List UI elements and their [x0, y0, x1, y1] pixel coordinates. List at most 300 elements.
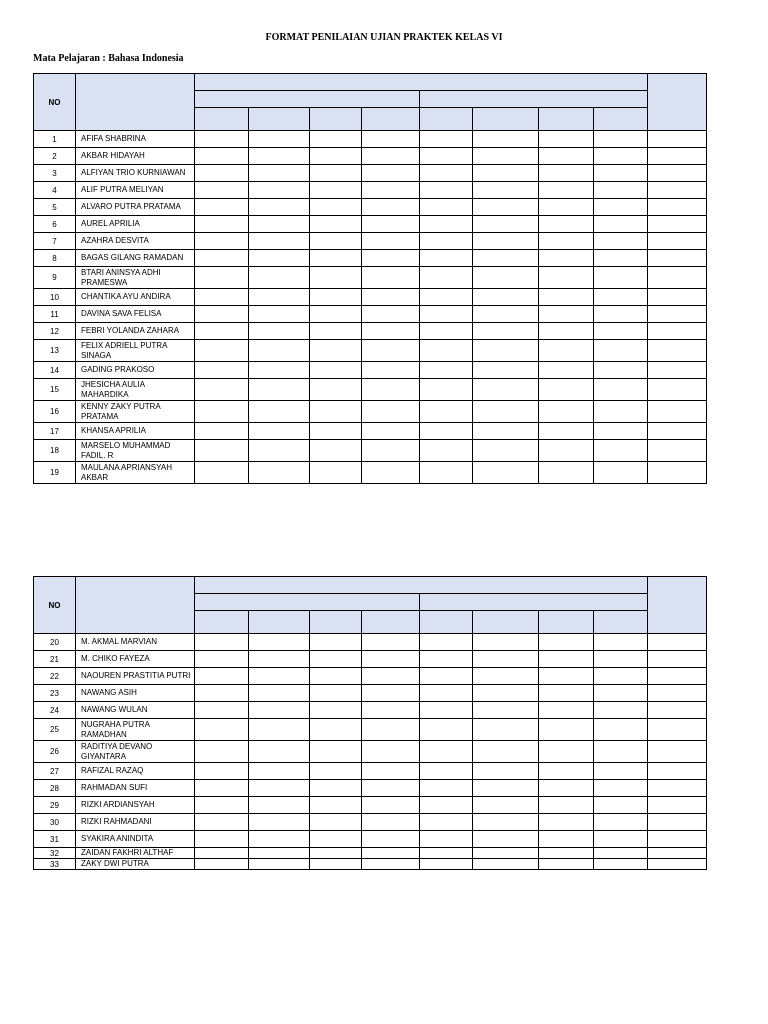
score-cell[interactable] [420, 848, 473, 859]
score-cell[interactable] [473, 362, 539, 379]
score-cell[interactable] [539, 440, 594, 462]
score-cell[interactable] [195, 267, 249, 289]
score-cell[interactable] [195, 340, 249, 362]
score-cell[interactable] [249, 165, 310, 182]
score-cell[interactable] [420, 780, 473, 797]
score-cell[interactable] [420, 634, 473, 651]
total-score-cell[interactable] [648, 216, 707, 233]
total-score-cell[interactable] [648, 634, 707, 651]
score-cell[interactable] [473, 780, 539, 797]
score-cell[interactable] [594, 340, 648, 362]
score-cell[interactable] [473, 199, 539, 216]
score-cell[interactable] [362, 233, 420, 250]
score-cell[interactable] [310, 362, 362, 379]
score-cell[interactable] [249, 199, 310, 216]
score-cell[interactable] [249, 848, 310, 859]
score-cell[interactable] [420, 668, 473, 685]
score-cell[interactable] [249, 859, 310, 870]
score-cell[interactable] [195, 848, 249, 859]
score-cell[interactable] [362, 814, 420, 831]
score-cell[interactable] [594, 763, 648, 780]
total-score-cell[interactable] [648, 462, 707, 484]
score-cell[interactable] [539, 216, 594, 233]
score-cell[interactable] [539, 719, 594, 741]
score-cell[interactable] [310, 634, 362, 651]
score-cell[interactable] [249, 401, 310, 423]
score-cell[interactable] [362, 702, 420, 719]
score-cell[interactable] [594, 462, 648, 484]
score-cell[interactable] [594, 401, 648, 423]
score-cell[interactable] [539, 362, 594, 379]
score-cell[interactable] [310, 340, 362, 362]
score-cell[interactable] [195, 668, 249, 685]
score-cell[interactable] [539, 131, 594, 148]
score-cell[interactable] [362, 685, 420, 702]
score-cell[interactable] [362, 289, 420, 306]
total-score-cell[interactable] [648, 814, 707, 831]
score-cell[interactable] [310, 199, 362, 216]
score-cell[interactable] [195, 216, 249, 233]
score-cell[interactable] [539, 797, 594, 814]
score-cell[interactable] [249, 323, 310, 340]
score-cell[interactable] [195, 289, 249, 306]
score-cell[interactable] [420, 323, 473, 340]
total-score-cell[interactable] [648, 199, 707, 216]
score-cell[interactable] [420, 289, 473, 306]
score-cell[interactable] [195, 719, 249, 741]
score-cell[interactable] [310, 401, 362, 423]
score-cell[interactable] [310, 668, 362, 685]
score-cell[interactable] [539, 741, 594, 763]
score-cell[interactable] [310, 719, 362, 741]
score-cell[interactable] [249, 423, 310, 440]
score-cell[interactable] [594, 651, 648, 668]
score-cell[interactable] [420, 182, 473, 199]
score-cell[interactable] [362, 741, 420, 763]
score-cell[interactable] [362, 859, 420, 870]
score-cell[interactable] [195, 814, 249, 831]
total-score-cell[interactable] [648, 719, 707, 741]
score-cell[interactable] [420, 165, 473, 182]
score-cell[interactable] [249, 289, 310, 306]
score-cell[interactable] [594, 423, 648, 440]
score-cell[interactable] [594, 148, 648, 165]
score-cell[interactable] [362, 267, 420, 289]
score-cell[interactable] [310, 379, 362, 401]
score-cell[interactable] [310, 741, 362, 763]
score-cell[interactable] [539, 165, 594, 182]
score-cell[interactable] [420, 702, 473, 719]
total-score-cell[interactable] [648, 250, 707, 267]
score-cell[interactable] [195, 401, 249, 423]
score-cell[interactable] [310, 462, 362, 484]
score-cell[interactable] [249, 831, 310, 848]
score-cell[interactable] [362, 401, 420, 423]
score-cell[interactable] [473, 814, 539, 831]
score-cell[interactable] [195, 379, 249, 401]
score-cell[interactable] [362, 440, 420, 462]
score-cell[interactable] [362, 306, 420, 323]
score-cell[interactable] [420, 362, 473, 379]
score-cell[interactable] [310, 859, 362, 870]
score-cell[interactable] [473, 685, 539, 702]
score-cell[interactable] [420, 651, 473, 668]
score-cell[interactable] [594, 233, 648, 250]
score-cell[interactable] [249, 814, 310, 831]
score-cell[interactable] [249, 462, 310, 484]
score-cell[interactable] [310, 233, 362, 250]
score-cell[interactable] [473, 379, 539, 401]
score-cell[interactable] [594, 831, 648, 848]
score-cell[interactable] [310, 216, 362, 233]
score-cell[interactable] [362, 423, 420, 440]
score-cell[interactable] [539, 848, 594, 859]
score-cell[interactable] [362, 323, 420, 340]
score-cell[interactable] [310, 814, 362, 831]
score-cell[interactable] [420, 685, 473, 702]
score-cell[interactable] [195, 165, 249, 182]
score-cell[interactable] [594, 685, 648, 702]
score-cell[interactable] [539, 182, 594, 199]
score-cell[interactable] [473, 401, 539, 423]
score-cell[interactable] [362, 362, 420, 379]
score-cell[interactable] [539, 340, 594, 362]
total-score-cell[interactable] [648, 848, 707, 859]
score-cell[interactable] [420, 379, 473, 401]
score-cell[interactable] [594, 216, 648, 233]
score-cell[interactable] [420, 340, 473, 362]
score-cell[interactable] [539, 814, 594, 831]
score-cell[interactable] [249, 797, 310, 814]
score-cell[interactable] [310, 797, 362, 814]
score-cell[interactable] [249, 763, 310, 780]
total-score-cell[interactable] [648, 859, 707, 870]
score-cell[interactable] [473, 651, 539, 668]
score-cell[interactable] [473, 323, 539, 340]
score-cell[interactable] [473, 831, 539, 848]
score-cell[interactable] [594, 182, 648, 199]
score-cell[interactable] [310, 148, 362, 165]
total-score-cell[interactable] [648, 741, 707, 763]
score-cell[interactable] [195, 199, 249, 216]
score-cell[interactable] [473, 423, 539, 440]
total-score-cell[interactable] [648, 131, 707, 148]
score-cell[interactable] [249, 148, 310, 165]
score-cell[interactable] [362, 340, 420, 362]
score-cell[interactable] [539, 859, 594, 870]
score-cell[interactable] [362, 763, 420, 780]
score-cell[interactable] [362, 780, 420, 797]
score-cell[interactable] [420, 306, 473, 323]
score-cell[interactable] [195, 182, 249, 199]
score-cell[interactable] [310, 831, 362, 848]
score-cell[interactable] [420, 148, 473, 165]
score-cell[interactable] [473, 634, 539, 651]
total-score-cell[interactable] [648, 289, 707, 306]
score-cell[interactable] [362, 182, 420, 199]
score-cell[interactable] [195, 462, 249, 484]
score-cell[interactable] [420, 797, 473, 814]
score-cell[interactable] [195, 859, 249, 870]
score-cell[interactable] [473, 182, 539, 199]
total-score-cell[interactable] [648, 323, 707, 340]
score-cell[interactable] [420, 250, 473, 267]
total-score-cell[interactable] [648, 440, 707, 462]
score-cell[interactable] [539, 651, 594, 668]
score-cell[interactable] [473, 848, 539, 859]
score-cell[interactable] [195, 148, 249, 165]
score-cell[interactable] [539, 267, 594, 289]
score-cell[interactable] [473, 306, 539, 323]
score-cell[interactable] [594, 250, 648, 267]
score-cell[interactable] [594, 719, 648, 741]
score-cell[interactable] [310, 250, 362, 267]
score-cell[interactable] [195, 763, 249, 780]
score-cell[interactable] [594, 362, 648, 379]
total-score-cell[interactable] [648, 148, 707, 165]
score-cell[interactable] [195, 651, 249, 668]
score-cell[interactable] [594, 634, 648, 651]
total-score-cell[interactable] [648, 702, 707, 719]
total-score-cell[interactable] [648, 362, 707, 379]
score-cell[interactable] [195, 797, 249, 814]
score-cell[interactable] [420, 440, 473, 462]
score-cell[interactable] [594, 780, 648, 797]
score-cell[interactable] [594, 702, 648, 719]
score-cell[interactable] [473, 250, 539, 267]
score-cell[interactable] [420, 267, 473, 289]
score-cell[interactable] [195, 440, 249, 462]
score-cell[interactable] [362, 831, 420, 848]
score-cell[interactable] [249, 651, 310, 668]
score-cell[interactable] [420, 423, 473, 440]
score-cell[interactable] [195, 423, 249, 440]
score-cell[interactable] [473, 668, 539, 685]
score-cell[interactable] [362, 719, 420, 741]
score-cell[interactable] [420, 401, 473, 423]
score-cell[interactable] [195, 131, 249, 148]
score-cell[interactable] [310, 182, 362, 199]
score-cell[interactable] [539, 462, 594, 484]
score-cell[interactable] [310, 685, 362, 702]
score-cell[interactable] [473, 216, 539, 233]
total-score-cell[interactable] [648, 340, 707, 362]
score-cell[interactable] [539, 401, 594, 423]
total-score-cell[interactable] [648, 831, 707, 848]
score-cell[interactable] [473, 440, 539, 462]
score-cell[interactable] [473, 859, 539, 870]
score-cell[interactable] [310, 780, 362, 797]
score-cell[interactable] [420, 233, 473, 250]
score-cell[interactable] [310, 323, 362, 340]
score-cell[interactable] [539, 306, 594, 323]
score-cell[interactable] [539, 379, 594, 401]
score-cell[interactable] [310, 763, 362, 780]
score-cell[interactable] [539, 289, 594, 306]
score-cell[interactable] [249, 131, 310, 148]
score-cell[interactable] [594, 323, 648, 340]
score-cell[interactable] [249, 216, 310, 233]
score-cell[interactable] [195, 741, 249, 763]
score-cell[interactable] [420, 719, 473, 741]
score-cell[interactable] [420, 814, 473, 831]
score-cell[interactable] [473, 719, 539, 741]
score-cell[interactable] [539, 423, 594, 440]
score-cell[interactable] [362, 379, 420, 401]
score-cell[interactable] [594, 848, 648, 859]
score-cell[interactable] [310, 131, 362, 148]
student-number: 8 [34, 250, 76, 267]
score-cell[interactable] [420, 741, 473, 763]
score-cell[interactable] [594, 267, 648, 289]
score-cell[interactable] [594, 668, 648, 685]
score-cell[interactable] [310, 702, 362, 719]
score-cell[interactable] [594, 379, 648, 401]
score-cell[interactable] [249, 306, 310, 323]
total-score-cell[interactable] [648, 267, 707, 289]
score-cell[interactable] [249, 440, 310, 462]
score-cell[interactable] [249, 685, 310, 702]
score-cell[interactable] [420, 462, 473, 484]
score-cell[interactable] [362, 250, 420, 267]
score-cell[interactable] [195, 250, 249, 267]
score-cell[interactable] [473, 340, 539, 362]
score-cell[interactable] [594, 797, 648, 814]
score-cell[interactable] [310, 651, 362, 668]
score-cell[interactable] [473, 741, 539, 763]
total-score-cell[interactable] [648, 685, 707, 702]
score-cell[interactable] [195, 306, 249, 323]
subgroup-header-1 [195, 91, 420, 108]
score-cell[interactable] [310, 423, 362, 440]
total-score-cell[interactable] [648, 668, 707, 685]
score-cell[interactable] [420, 216, 473, 233]
score-cell[interactable] [539, 685, 594, 702]
score-cell[interactable] [594, 814, 648, 831]
score-cell[interactable] [195, 323, 249, 340]
score-cell[interactable] [249, 719, 310, 741]
score-cell[interactable] [594, 289, 648, 306]
total-score-cell[interactable] [648, 797, 707, 814]
total-score-cell[interactable] [648, 763, 707, 780]
score-cell[interactable] [249, 362, 310, 379]
score-cell[interactable] [362, 131, 420, 148]
score-cell[interactable] [249, 668, 310, 685]
score-cell[interactable] [594, 165, 648, 182]
score-cell[interactable] [473, 148, 539, 165]
score-cell[interactable] [362, 634, 420, 651]
score-cell[interactable] [310, 848, 362, 859]
score-cell[interactable] [249, 780, 310, 797]
total-score-cell[interactable] [648, 423, 707, 440]
score-cell[interactable] [420, 859, 473, 870]
score-cell[interactable] [195, 702, 249, 719]
score-cell[interactable] [249, 267, 310, 289]
score-cell[interactable] [249, 741, 310, 763]
score-cell[interactable] [539, 702, 594, 719]
score-cell[interactable] [473, 165, 539, 182]
score-cell[interactable] [539, 148, 594, 165]
score-cell[interactable] [539, 831, 594, 848]
total-score-cell[interactable] [648, 780, 707, 797]
score-cell[interactable] [249, 250, 310, 267]
score-cell[interactable] [362, 651, 420, 668]
score-cell[interactable] [362, 797, 420, 814]
score-cell[interactable] [310, 165, 362, 182]
score-cell[interactable] [473, 797, 539, 814]
score-cell[interactable] [473, 462, 539, 484]
score-cell[interactable] [195, 233, 249, 250]
score-cell[interactable] [473, 233, 539, 250]
score-cell[interactable] [539, 233, 594, 250]
score-cell[interactable] [362, 165, 420, 182]
score-cell[interactable] [310, 306, 362, 323]
score-cell[interactable] [195, 362, 249, 379]
score-cell[interactable] [473, 267, 539, 289]
score-cell[interactable] [594, 440, 648, 462]
score-cell[interactable] [473, 131, 539, 148]
total-score-cell[interactable] [648, 651, 707, 668]
score-cell[interactable] [473, 702, 539, 719]
score-cell[interactable] [420, 831, 473, 848]
score-cell[interactable] [249, 379, 310, 401]
score-cell[interactable] [249, 233, 310, 250]
criteria-header [362, 108, 420, 131]
score-cell[interactable] [195, 780, 249, 797]
score-cell[interactable] [594, 741, 648, 763]
total-score-cell[interactable] [648, 233, 707, 250]
score-cell[interactable] [310, 289, 362, 306]
score-cell[interactable] [362, 216, 420, 233]
score-cell[interactable] [594, 199, 648, 216]
score-cell[interactable] [362, 148, 420, 165]
score-cell[interactable] [539, 250, 594, 267]
score-cell[interactable] [539, 668, 594, 685]
score-cell[interactable] [310, 440, 362, 462]
score-cell[interactable] [362, 848, 420, 859]
score-cell[interactable] [249, 702, 310, 719]
total-score-cell[interactable] [648, 306, 707, 323]
score-cell[interactable] [362, 462, 420, 484]
score-cell[interactable] [195, 634, 249, 651]
score-cell[interactable] [420, 763, 473, 780]
score-cell[interactable] [249, 634, 310, 651]
score-cell[interactable] [249, 182, 310, 199]
total-score-cell[interactable] [648, 379, 707, 401]
score-cell[interactable] [362, 199, 420, 216]
total-score-cell[interactable] [648, 165, 707, 182]
score-cell[interactable] [594, 306, 648, 323]
score-cell[interactable] [539, 323, 594, 340]
score-cell[interactable] [362, 668, 420, 685]
total-score-cell[interactable] [648, 401, 707, 423]
score-cell[interactable] [310, 267, 362, 289]
score-cell[interactable] [539, 763, 594, 780]
score-cell[interactable] [249, 340, 310, 362]
score-cell[interactable] [539, 199, 594, 216]
score-cell[interactable] [539, 780, 594, 797]
score-cell[interactable] [594, 859, 648, 870]
score-cell[interactable] [473, 289, 539, 306]
score-cell[interactable] [473, 763, 539, 780]
score-cell[interactable] [539, 634, 594, 651]
score-cell[interactable] [195, 685, 249, 702]
score-cell[interactable] [420, 199, 473, 216]
score-cell[interactable] [594, 131, 648, 148]
total-score-cell[interactable] [648, 182, 707, 199]
score-cell[interactable] [195, 831, 249, 848]
score-cell[interactable] [420, 131, 473, 148]
